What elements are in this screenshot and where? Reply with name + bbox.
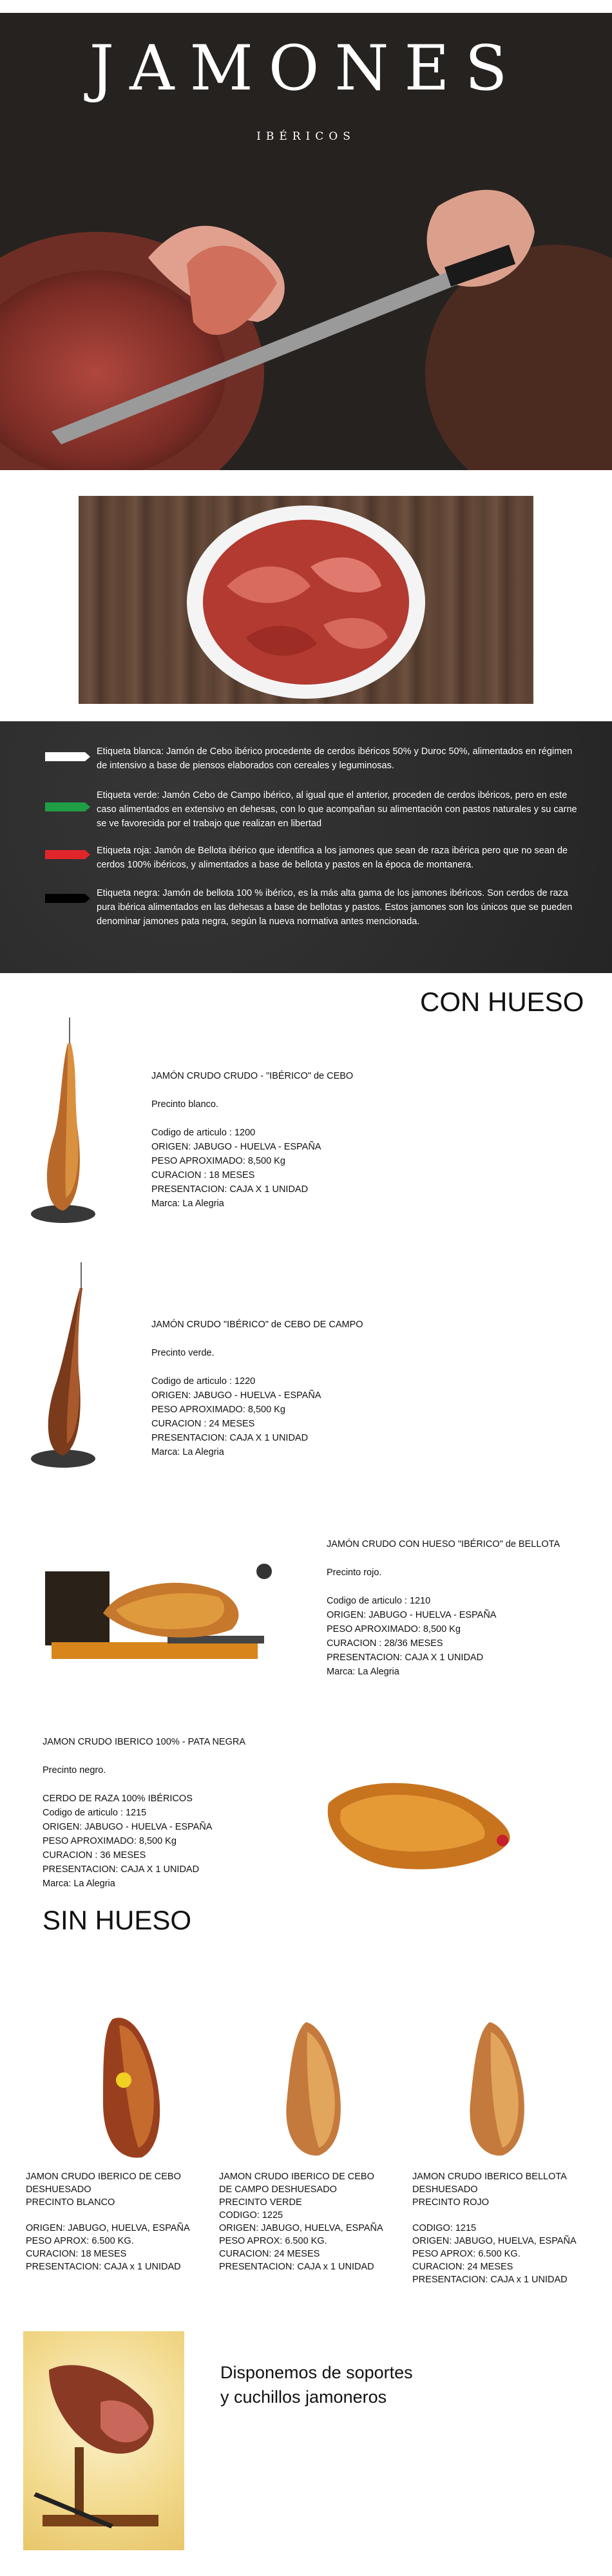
con-hueso-heading: CON HUESO — [420, 987, 584, 1017]
sh2-line: DE CAMPO DESHUESADO — [219, 2184, 337, 2195]
product-4-line: CERDO DE RAZA 100% IBÉRICOS — [43, 1794, 193, 1804]
sin-hueso-product-2 — [219, 2170, 406, 2273]
sh3-line: PRECINTO ROJO — [412, 2197, 489, 2208]
sh1-line: ORIGEN: JABUGO, HUELVA, ESPAÑA — [26, 2223, 190, 2233]
red-label-icon — [45, 850, 85, 859]
sh2-line: PESO APROX: 6.500 KG. — [219, 2236, 327, 2246]
product-2-line: Codigo de articulo : 1220 — [151, 1376, 256, 1387]
product-1-line: CURACION : 18 MESES — [151, 1170, 255, 1180]
product-3-card — [327, 1537, 597, 1679]
deshuesado-cebo-campo-image — [267, 2019, 358, 2161]
product-3-line: Marca: La Alegria — [327, 1667, 399, 1677]
product-3-line: PRESENTACION: CAJA X 1 UNIDAD — [327, 1653, 484, 1663]
product-2-line: PESO APROXIMADO: 8,500 Kg — [151, 1405, 285, 1415]
product-2-line: PRESENTACION: CAJA X 1 UNIDAD — [151, 1433, 309, 1443]
product-3-line: ORIGEN: JABUGO - HUELVA - ESPAÑA — [327, 1610, 497, 1620]
product-1-card — [151, 1069, 383, 1211]
product-2-line: ORIGEN: JABUGO - HUELVA - ESPAÑA — [151, 1390, 321, 1401]
sh3-line: ORIGEN: JABUGO, HUELVA, ESPAÑA — [412, 2236, 577, 2246]
product-1-seal: Precinto blanco. — [151, 1099, 218, 1110]
sin-hueso-product-3 — [412, 2170, 606, 2286]
product-4-name: JAMON CRUDO IBERICO 100% - PATA NEGRA — [43, 1737, 246, 1747]
sh1-line: PRECINTO BLANCO — [26, 2197, 115, 2208]
hero-subtitle: IBÉRICOS — [256, 130, 356, 143]
sh3-line: CODIGO: 1215 — [412, 2223, 477, 2233]
product-3-line: PESO APROXIMADO: 8,500 Kg — [327, 1624, 461, 1634]
label-black-text: Etiqueta negra: Jamón de bellota 100 % ibérico, es la más alta gama de los jamones ibéricos. Son cerdos de raza pura ibérica alimentados en las dehesas a base de bellotas y pastos. Estos jamones son los únicos que se pueden denominar jamones pata negra, según la nueva normativa antes mencionada. — [97, 888, 573, 927]
product-4-card — [43, 1735, 300, 1891]
product-1-line: Codigo de articulo : 1200 — [151, 1128, 256, 1138]
sh1-line: PRESENTACION: CAJA x 1 UNIDAD — [26, 2262, 181, 2272]
sh1-line: JAMON CRUDO IBERICO DE CEBO — [26, 2172, 181, 2182]
jamon-plate-image — [79, 496, 533, 704]
sh2-line: CODIGO: 1225 — [219, 2210, 283, 2221]
black-label-icon — [45, 894, 85, 903]
sh1-line: PESO APROX: 6.500 KG. — [26, 2236, 134, 2246]
sin-hueso-product-1 — [26, 2170, 213, 2273]
sh2-line: PRESENTACION: CAJA x 1 UNIDAD — [219, 2262, 374, 2272]
label-green-text: Etiqueta verde: Jamón Cebo de Campo ibérico, al igual que el anterior, proceden de cerdos ibéricos, pero en este caso alimentados en extensivo en dehesas, con lo que acompañan su alimentación con pastos naturales y su carne se ve favorecida por el trabajo que realizan en libertad — [97, 790, 577, 829]
product-3-seal: Precinto rojo. — [327, 1567, 382, 1578]
product-3-line: CURACION : 28/36 MESES — [327, 1638, 443, 1649]
deshuesado-cebo-image — [84, 2012, 174, 2161]
footer-line-2: y cuchillos jamoneros — [220, 2387, 387, 2407]
deshuesado-bellota-image — [451, 2019, 541, 2161]
sh2-line: JAMON CRUDO IBERICO DE CEBO — [219, 2172, 374, 2182]
product-2-line: CURACION : 24 MESES — [151, 1419, 255, 1429]
product-2-seal: Precinto verde. — [151, 1348, 215, 1358]
footer-line-1: Disponemos de soportes — [220, 2363, 413, 2382]
product-2-card — [151, 1318, 396, 1459]
sh3-line: PRESENTACION: CAJA x 1 UNIDAD — [412, 2275, 568, 2285]
sin-hueso-heading: SIN HUESO — [43, 1905, 192, 1935]
product-1-line: ORIGEN: JABUGO - HUELVA - ESPAÑA — [151, 1142, 321, 1152]
sh3-line: CURACION: 24 MESES — [412, 2262, 513, 2272]
product-4-seal: Precinto negro. — [43, 1765, 106, 1776]
jamon-cebo-campo-image — [26, 1262, 103, 1481]
hero-banner — [0, 13, 612, 470]
sh3-line: JAMON CRUDO IBERICO BELLOTA — [412, 2172, 567, 2182]
sh2-line: PRECINTO VERDE — [219, 2197, 302, 2208]
label-white-text: Etiqueta blanca: Jamón de Cebo ibérico procedente de cerdos ibéricos 50% y Duroc 50%, alimentados en régimen de intensivo a base de piensos elaborados con cereales y leguminosas. — [97, 746, 573, 771]
product-3-line: Codigo de articulo : 1210 — [327, 1596, 431, 1606]
soporte-image — [23, 2331, 184, 2550]
sh2-line: CURACION: 24 MESES — [219, 2249, 320, 2259]
product-3-name: JAMÓN CRUDO CON HUESO "IBÉRICO" de BELLOTA — [327, 1539, 560, 1549]
product-4-line: Codigo de articulo : 1215 — [43, 1808, 147, 1818]
hero-title: JAMONES — [89, 32, 523, 104]
sh1-line: CURACION: 18 MESES — [26, 2249, 127, 2259]
product-2-name: JAMÓN CRUDO "IBÉRICO" de CEBO DE CAMPO — [151, 1320, 363, 1330]
product-1-line: PESO APROXIMADO: 8,500 Kg — [151, 1156, 285, 1166]
sh2-line: ORIGEN: JABUGO, HUELVA, ESPAÑA — [219, 2223, 383, 2233]
jamon-cebo-image — [26, 1018, 103, 1230]
jamon-bellota-stand-image — [39, 1552, 274, 1674]
sh3-line: DESHUESADO — [412, 2184, 478, 2195]
jamon-pata-negra-image — [316, 1765, 528, 1887]
white-label-icon — [45, 752, 85, 761]
label-red-text: Etiqueta roja: Jamón de Bellota ibérico que identifica a los jamones que sean de raza ibérica pero que no sean de cerdos 100% ibéricos, y alimentados a base de bellota y pastos en la época de montanera. — [97, 846, 568, 870]
label-legend-panel — [0, 721, 612, 973]
product-4-line: PESO APROXIMADO: 8,500 Kg — [43, 1836, 177, 1846]
product-1-line: PRESENTACION: CAJA X 1 UNIDAD — [151, 1184, 309, 1195]
product-4-line: Marca: La Alegria — [43, 1879, 115, 1889]
green-label-icon — [45, 802, 85, 811]
product-4-line: PRESENTACION: CAJA X 1 UNIDAD — [43, 1864, 200, 1875]
product-4-line: CURACION : 36 MESES — [43, 1850, 146, 1861]
product-2-line: Marca: La Alegria — [151, 1447, 224, 1457]
sh3-line: PESO APROX: 6.500 KG. — [412, 2249, 521, 2259]
product-1-name: JAMÓN CRUDO CRUDO - "IBÉRICO" de CEBO — [151, 1071, 354, 1081]
sh1-line: DESHUESADO — [26, 2184, 91, 2195]
product-4-line: ORIGEN: JABUGO - HUELVA - ESPAÑA — [43, 1822, 213, 1832]
sh3-line — [412, 2209, 606, 2222]
sh1-line — [26, 2209, 213, 2222]
product-1-line: Marca: La Alegria — [151, 1198, 224, 1209]
